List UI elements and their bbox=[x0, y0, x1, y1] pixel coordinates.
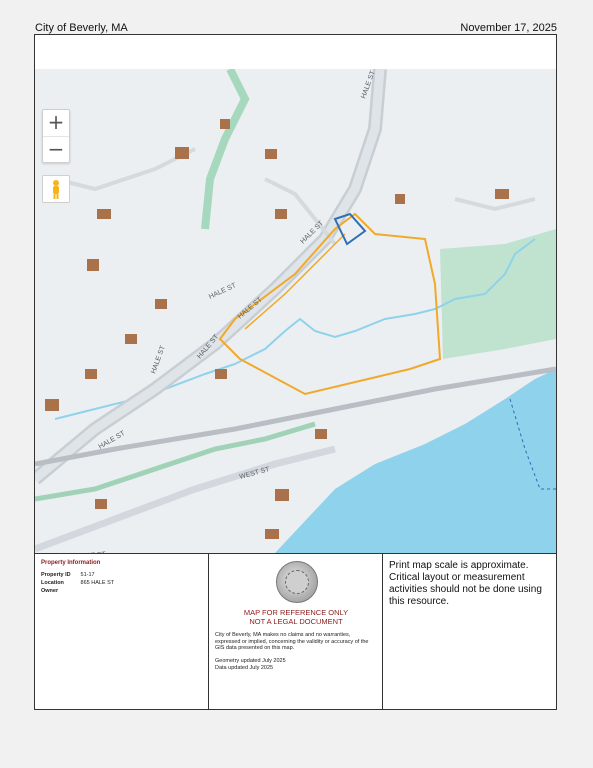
zoom-control bbox=[42, 109, 70, 163]
zoom-out-button[interactable]: − bbox=[43, 136, 69, 163]
street-label: HALE ST bbox=[299, 219, 326, 246]
print-scale-note: Print map scale is approximate. Critical layout or measurement activities should not be done using this resource. bbox=[389, 560, 542, 607]
building bbox=[95, 499, 107, 509]
building bbox=[220, 119, 230, 129]
local-road bbox=[55, 149, 195, 189]
building bbox=[215, 369, 227, 379]
building bbox=[495, 189, 509, 199]
parcel-lots bbox=[245, 234, 345, 329]
location-value: 865 HALE ST bbox=[80, 580, 115, 586]
street-label: HALE ST bbox=[150, 344, 167, 375]
west-street bbox=[35, 449, 335, 549]
property-id-value: 51-17 bbox=[80, 572, 95, 578]
header-city: City of Beverly, MA bbox=[35, 22, 128, 34]
street-label: WEST ST bbox=[238, 466, 271, 481]
building bbox=[175, 147, 189, 159]
property-info-title: Property Information bbox=[41, 560, 101, 566]
map-canvas bbox=[35, 69, 556, 553]
building bbox=[87, 259, 99, 271]
owner-row bbox=[41, 588, 79, 594]
map-view[interactable] bbox=[35, 69, 556, 554]
building bbox=[275, 209, 287, 219]
building bbox=[45, 399, 59, 411]
street-view-pegman-icon[interactable] bbox=[42, 175, 70, 203]
street-label: HALE ST bbox=[196, 333, 221, 361]
pegman-icon bbox=[43, 176, 69, 202]
street-label: HALE ST bbox=[236, 296, 264, 321]
building bbox=[265, 529, 279, 539]
disclaimer-body: City of Beverly, MA makes no claims and no warranties, expressed or implied, concerning the validity or accuracy of the GIS data presented on this map. bbox=[215, 632, 369, 651]
owner-label: Owner bbox=[41, 588, 59, 594]
building bbox=[97, 209, 111, 219]
ocean-water bbox=[275, 369, 556, 553]
building bbox=[85, 369, 97, 379]
disclaimer-title-2: NOT A LEGAL DOCUMENT bbox=[249, 617, 343, 626]
title-box bbox=[35, 35, 556, 70]
building bbox=[265, 149, 277, 159]
green-strip bbox=[205, 69, 245, 229]
property-info bbox=[35, 553, 209, 709]
disclaimer-panel bbox=[209, 553, 383, 709]
print-note-panel bbox=[383, 553, 556, 709]
city-seal-icon bbox=[276, 561, 318, 603]
building bbox=[125, 334, 137, 344]
geometry-updated: Geometry updated July 2025 bbox=[215, 658, 286, 664]
header-date: November 17, 2025 bbox=[460, 22, 557, 34]
hale-street-inner bbox=[35, 69, 380, 479]
hale-street bbox=[35, 69, 380, 479]
location-label: Location bbox=[41, 580, 64, 586]
building bbox=[155, 299, 167, 309]
print-frame bbox=[34, 34, 557, 710]
property-id-label: Property ID bbox=[41, 572, 71, 578]
street-label: HALE ST bbox=[207, 282, 238, 301]
info-panel bbox=[35, 553, 556, 709]
street-label: HALE ST bbox=[360, 69, 377, 100]
street-label: HALE ST bbox=[97, 430, 127, 451]
location-row bbox=[41, 580, 114, 586]
green-area bbox=[440, 229, 556, 359]
disclaimer-title-1: MAP FOR REFERENCE ONLY bbox=[243, 608, 349, 617]
data-updated: Data updated July 2025 bbox=[215, 665, 274, 671]
building bbox=[395, 194, 405, 204]
building bbox=[315, 429, 327, 439]
property-id-row bbox=[41, 572, 95, 578]
local-road bbox=[455, 199, 535, 209]
building bbox=[275, 489, 289, 501]
zoom-in-button[interactable]: + bbox=[47, 110, 65, 134]
